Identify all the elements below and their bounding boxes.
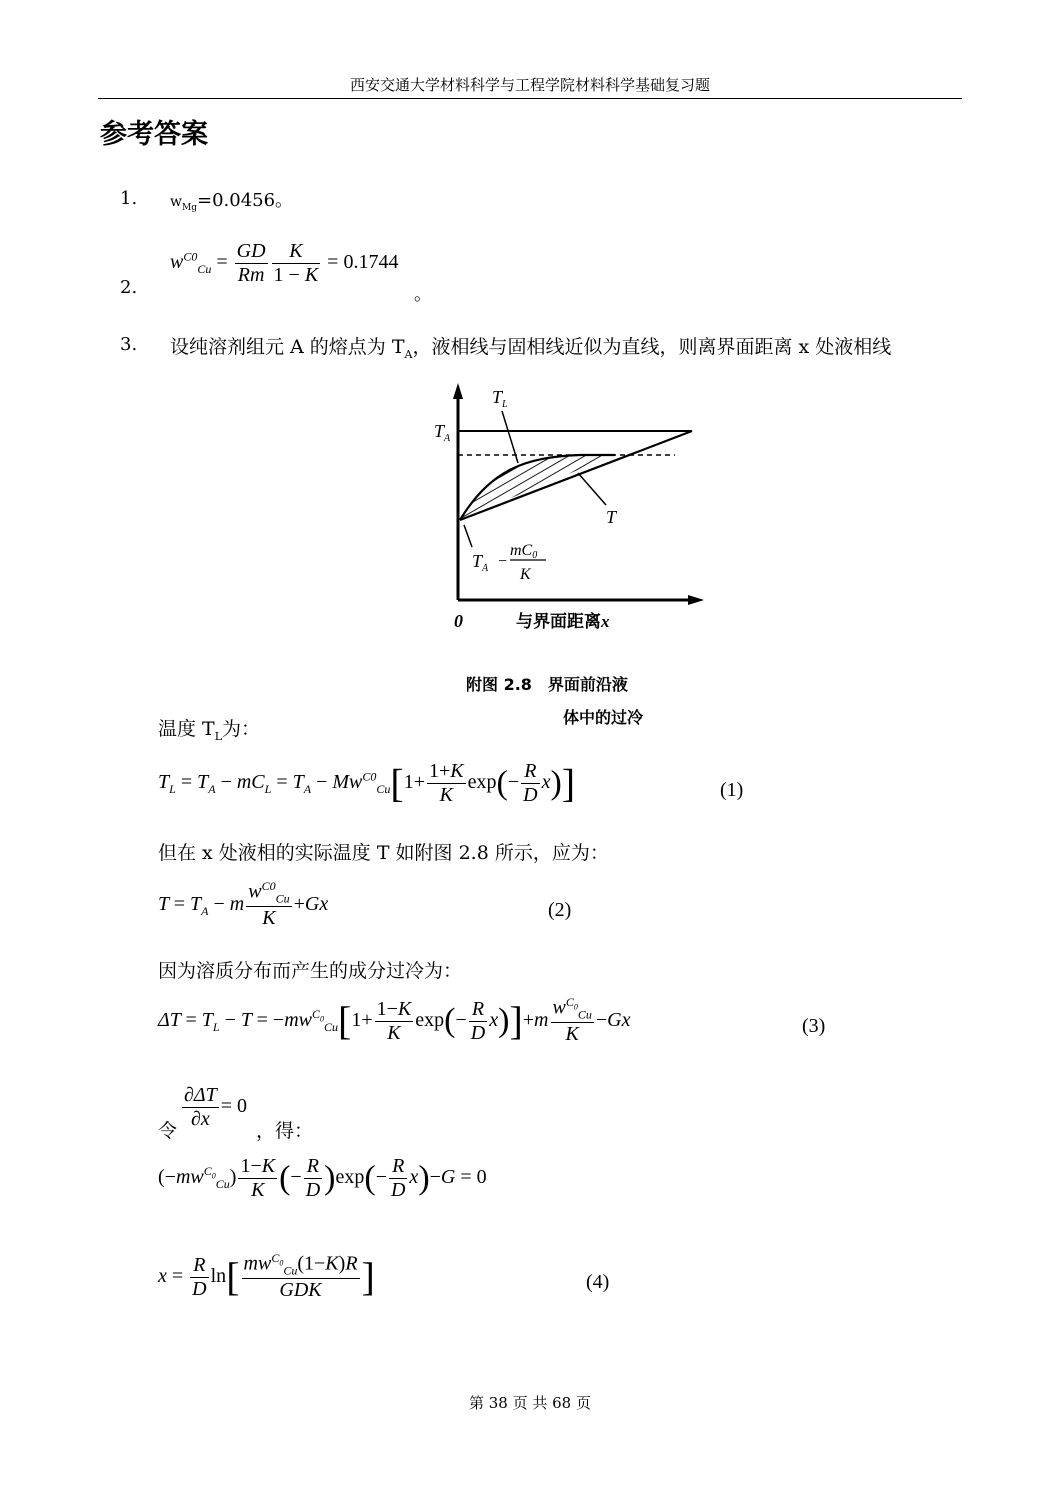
x-axis-arrow	[688, 595, 704, 605]
answer-2-value: = 0.1744	[327, 251, 399, 274]
ling-label: 令	[158, 1120, 178, 1142]
bottom-label-den: K	[520, 566, 531, 583]
equation-1: $T_L = T_A - mC_L = T_A - Mw^{C0}_{Cu}[1+$ $\frac{1+K}{K}$ exp(− $\frac{R}{D}$ x)]	[158, 760, 576, 806]
temperature-tl-intro: 温度 $T_L$为：	[158, 718, 261, 743]
page-footer: 第 38 页 共 68 页	[468, 1394, 591, 1412]
equation-3: $\Delta T = T_L - T = -mw^{C_0}_{Cu}[1+$ $\frac{1-K}{K}$ exp(− $\frac{R}{D}$ x)]+m $\frac{w^{C_0}_{Cu}}{K}$ −Gx	[158, 995, 631, 1046]
x-axis-label: 与界面距离x	[516, 612, 610, 632]
answer-2-period: 。	[414, 284, 432, 305]
ta-label: $T_A$	[434, 421, 451, 444]
equation-2: $T = T_A - m$ $\frac{w^{C0}_{Cu}}{K}$ +Gx	[158, 879, 329, 930]
actual-temperature-text: 但在 x 处液相的实际温度 T 如附图 2.8 所示，应为：	[158, 842, 609, 864]
t-line	[460, 431, 692, 520]
answer-1-value: 0.0456。	[212, 190, 294, 211]
section-title: 参考答案	[100, 119, 208, 150]
answer-3-intro: 设纯溶剂组元 A 的熔点为 $T_A$，液相线与固相线近似为直线，则离界面距离 x 处液相线	[170, 336, 892, 361]
figure-caption-line1: 附图 2.8 界面前沿液	[466, 675, 628, 694]
equation-4: x = $\frac{R}{D}$ ln[ $\frac{mw^{C_0}_{Cu}(1-K)R}{\text{GDK}}$ ]	[158, 1251, 375, 1302]
item-number-1: 1.	[120, 188, 138, 209]
bottom-label-minus: −	[498, 553, 508, 570]
equation-4-number: (4)	[586, 1271, 610, 1293]
figure-caption-line2: 体中的过冷	[563, 708, 644, 727]
bottom-label-t: $T_A$	[472, 551, 489, 574]
y-axis-arrow	[453, 383, 463, 399]
equation-3-number: (3)	[802, 1015, 826, 1037]
derived-equation: $(-mw^{C_0}_{Cu})$ $\frac{1-K}{K}$ (− $\frac{R}{D}$ )exp(− $\frac{R}{D}$ x)−G = 0	[158, 1155, 487, 1201]
equation-1-number: (1)	[720, 779, 744, 801]
constitutional-supercooling-text: 因为溶质分布而产生的成分过冷为：	[158, 960, 463, 982]
answer-1: $w_{Mg}=0.0456$。	[170, 190, 294, 213]
t-label: T	[606, 507, 617, 527]
t-leader	[578, 473, 606, 505]
tl-label: $T_L$	[492, 387, 508, 410]
header-rule	[98, 98, 962, 99]
derivative-condition: $\frac{\partial\Delta T}{\partial x}$ = 0	[184, 1084, 248, 1130]
bottom-leader	[464, 525, 472, 547]
answer-2-formula: $w^{C0}_{Cu}$ = $\frac{GD}{Rm}$ $\frac{K}{1 - K}$ = 0.1744	[170, 240, 399, 286]
de-label: ，得：	[256, 1120, 314, 1142]
item-number-2: 2.	[120, 277, 138, 298]
origin-label: 0	[454, 611, 463, 631]
equation-2-number: (2)	[548, 899, 572, 921]
item-number-3: 3.	[120, 334, 138, 355]
supercooling-figure	[420, 375, 730, 640]
page-header: 西安交通大学材料科学与工程学院材料科学基础复习题	[349, 76, 710, 94]
bottom-label-num: mC0	[510, 542, 538, 561]
